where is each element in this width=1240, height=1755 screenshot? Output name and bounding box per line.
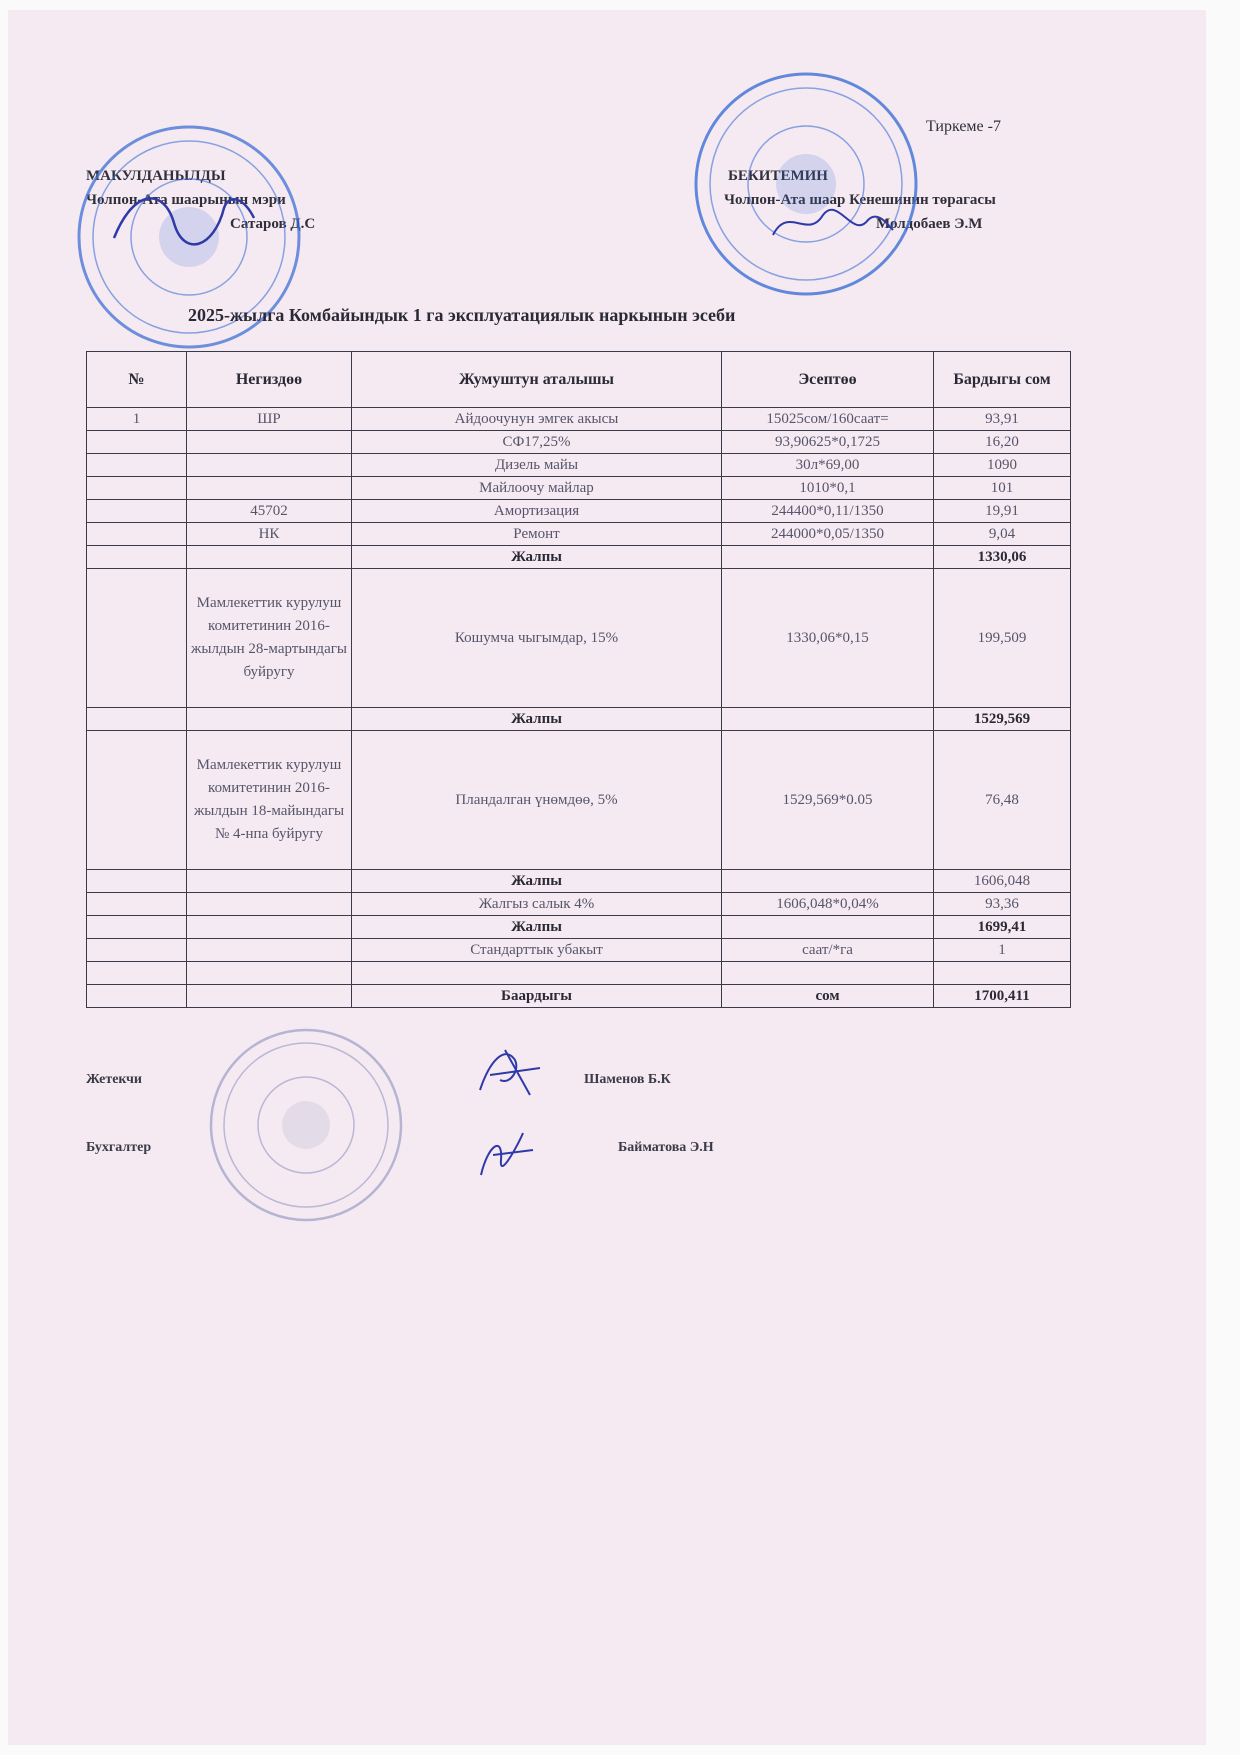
table-row xyxy=(87,939,1071,962)
cell-calc: 244400*0,11/1350 xyxy=(722,500,934,523)
cell-total: 1529,569 xyxy=(934,708,1071,731)
cell-num xyxy=(87,569,187,708)
cell-num xyxy=(87,893,187,916)
cell-num xyxy=(87,708,187,731)
header-total: Бардыгы сом xyxy=(934,352,1071,408)
head-label: Жетекчи xyxy=(86,1072,142,1087)
right-approval-heading: БЕКИТЕМИН xyxy=(728,168,828,184)
signature-mark-left xyxy=(104,178,264,268)
cell-basis: 45702 xyxy=(187,500,352,523)
cell-total: 1700,411 xyxy=(934,985,1071,1008)
header-calc: Эсептөө xyxy=(722,352,934,408)
cell-total: 1606,048 xyxy=(934,870,1071,893)
cell-work: Айдоочунун эмгек акысы xyxy=(352,408,722,431)
official-stamp-right xyxy=(692,70,920,298)
subtotal-row xyxy=(87,546,1071,569)
cell-calc: 30л*69,00 xyxy=(722,454,934,477)
cell-num xyxy=(87,870,187,893)
cell-total: 93,36 xyxy=(934,893,1071,916)
cell-basis xyxy=(187,431,352,454)
cell-basis xyxy=(187,454,352,477)
signature-mark-head xyxy=(470,1040,550,1100)
cell-total: 1 xyxy=(934,939,1071,962)
cell-num xyxy=(87,500,187,523)
cell-basis: Мамлекеттик курулуш комитетинин 2016-жылдын 18-майындагы № 4-нпа буйругу xyxy=(187,731,352,870)
header-num: № xyxy=(87,352,187,408)
cell-calc: 1606,048*0,04% xyxy=(722,893,934,916)
cell-work: Майлоочу майлар xyxy=(352,477,722,500)
table-row xyxy=(87,569,1071,708)
cell-num xyxy=(87,454,187,477)
cell-total: 1330,06 xyxy=(934,546,1071,569)
cell-basis xyxy=(187,893,352,916)
cell-num xyxy=(87,962,187,985)
cell-total: 1699,41 xyxy=(934,916,1071,939)
table-row xyxy=(87,454,1071,477)
cell-basis: ШР xyxy=(187,408,352,431)
cell-work: Жалпы xyxy=(352,546,722,569)
right-approval-position: Чолпон-Ата шаар Кенешинин төрагасы xyxy=(724,192,996,208)
cell-work: Кошумча чыгымдар, 15% xyxy=(352,569,722,708)
cell-total: 1090 xyxy=(934,454,1071,477)
table-row xyxy=(87,523,1071,546)
cell-calc xyxy=(722,962,934,985)
cell-basis: Мамлекеттик курулуш комитетинин 2016-жылдын 28-мартындагы буйругу xyxy=(187,569,352,708)
grand-total-row xyxy=(87,985,1071,1008)
cell-basis xyxy=(187,962,352,985)
cell-calc xyxy=(722,870,934,893)
cell-calc: сом xyxy=(722,985,934,1008)
cell-work: Баардыгы xyxy=(352,985,722,1008)
cell-work: Жалгыз салык 4% xyxy=(352,893,722,916)
cell-calc xyxy=(722,546,934,569)
subtotal-row xyxy=(87,870,1071,893)
header-work: Жумуштун аталышы xyxy=(352,352,722,408)
cell-work: Жалпы xyxy=(352,870,722,893)
cell-work: Стандарттык убакыт xyxy=(352,939,722,962)
subtotal-row xyxy=(87,708,1071,731)
accountant-label: Бухгалтер xyxy=(86,1140,152,1155)
cell-num xyxy=(87,546,187,569)
cell-calc xyxy=(722,916,934,939)
signature-mark-accountant xyxy=(473,1125,543,1185)
cell-work: Жалпы xyxy=(352,708,722,731)
head-name: Шаменов Б.К xyxy=(584,1072,671,1087)
cell-calc: 1330,06*0,15 xyxy=(722,569,934,708)
cell-total: 101 xyxy=(934,477,1071,500)
cell-work xyxy=(352,962,722,985)
cell-total xyxy=(934,962,1071,985)
table-row xyxy=(87,893,1071,916)
cell-num xyxy=(87,939,187,962)
cell-calc: 15025сом/160саат= xyxy=(722,408,934,431)
table-row xyxy=(87,408,1071,431)
table-row-empty xyxy=(87,962,1071,985)
table-header-row xyxy=(87,352,1071,408)
cell-total: 199,509 xyxy=(934,569,1071,708)
left-approval-position: Чолпон-Ата шаарынын мэри xyxy=(86,192,286,208)
cell-basis xyxy=(187,546,352,569)
table-row xyxy=(87,500,1071,523)
cell-num xyxy=(87,523,187,546)
cell-calc: 1529,569*0.05 xyxy=(722,731,934,870)
cell-num xyxy=(87,731,187,870)
cell-total: 16,20 xyxy=(934,431,1071,454)
cell-basis xyxy=(187,477,352,500)
cell-calc: 1010*0,1 xyxy=(722,477,934,500)
cell-total: 9,04 xyxy=(934,523,1071,546)
table-row xyxy=(87,477,1071,500)
official-stamp-bottom xyxy=(206,1025,406,1225)
right-approval-name: Молдобаев Э.М xyxy=(876,216,983,232)
attachment-label: Тиркеме -7 xyxy=(926,118,1001,135)
cell-calc: 244000*0,05/1350 xyxy=(722,523,934,546)
document-title: 2025-жылга Комбайындык 1 га эксплуатациялык наркынын эсеби xyxy=(188,305,736,325)
subtotal-row xyxy=(87,916,1071,939)
cell-num xyxy=(87,431,187,454)
cell-total: 19,91 xyxy=(934,500,1071,523)
document-page xyxy=(8,10,1206,1745)
cell-num xyxy=(87,985,187,1008)
cell-basis: НК xyxy=(187,523,352,546)
header-basis: Негиздөө xyxy=(187,352,352,408)
cell-basis xyxy=(187,708,352,731)
left-approval-name: Сатаров Д.С xyxy=(230,216,316,232)
cell-work: Амортизация xyxy=(352,500,722,523)
cell-total: 93,91 xyxy=(934,408,1071,431)
cell-work: Пландалган үнөмдөө, 5% xyxy=(352,731,722,870)
left-approval-heading: МАКУЛДАНЫЛДЫ xyxy=(86,168,226,184)
cell-calc: 93,90625*0,1725 xyxy=(722,431,934,454)
calculation-table xyxy=(86,351,1071,1008)
cell-work: Жалпы xyxy=(352,916,722,939)
table-row xyxy=(87,731,1071,870)
cell-total: 76,48 xyxy=(934,731,1071,870)
cell-basis xyxy=(187,916,352,939)
cell-work: СФ17,25% xyxy=(352,431,722,454)
cell-work: Ремонт xyxy=(352,523,722,546)
cell-num xyxy=(87,477,187,500)
cell-basis xyxy=(187,870,352,893)
cell-num xyxy=(87,916,187,939)
cell-basis xyxy=(187,939,352,962)
cell-num: 1 xyxy=(87,408,187,431)
accountant-name: Байматова Э.Н xyxy=(618,1140,714,1155)
cell-basis xyxy=(187,985,352,1008)
signature-mark-right xyxy=(768,200,898,250)
cell-calc xyxy=(722,708,934,731)
cell-calc: саат/*га xyxy=(722,939,934,962)
table-row xyxy=(87,431,1071,454)
cell-work: Дизель майы xyxy=(352,454,722,477)
